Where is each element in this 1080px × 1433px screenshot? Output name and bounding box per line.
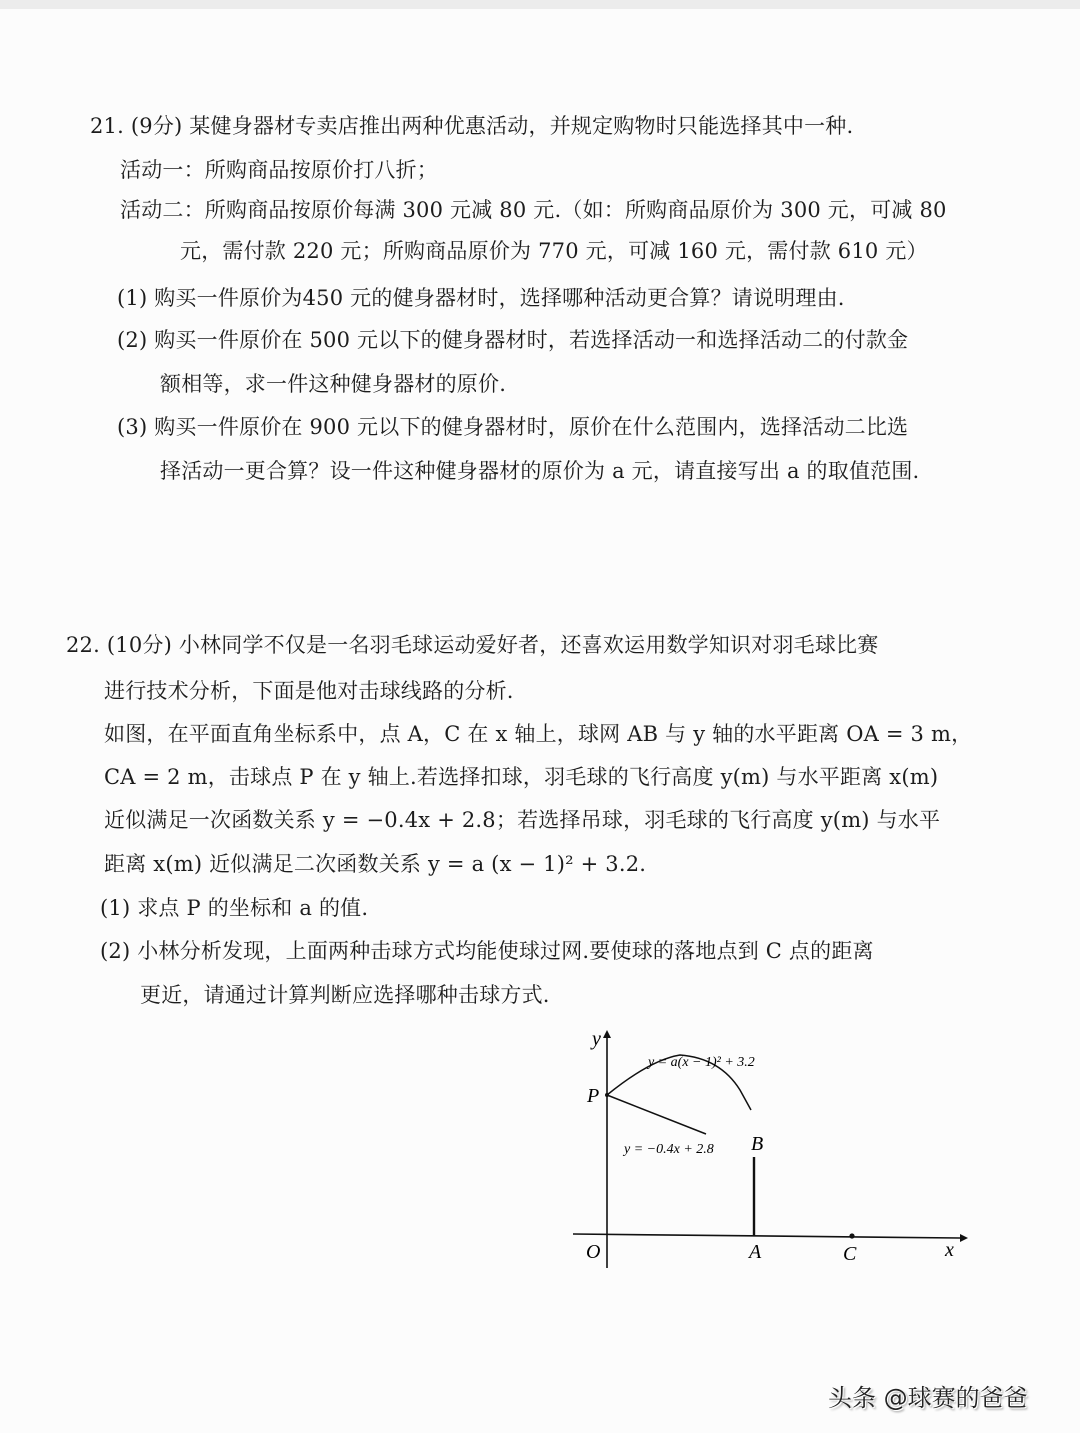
q21-part-1: (1) 购买一件原价为450 元的健身器材时，选择哪种活动更合算？请说明理由. — [117, 286, 845, 310]
point-b-label: B — [751, 1133, 764, 1155]
q22-part-2-line2: 更近，请通过计算判断应选择哪种击球方式. — [140, 983, 550, 1007]
coordinate-diagram — [560, 1020, 980, 1280]
y-axis-arrow-icon — [603, 1030, 611, 1038]
q22-header: 22. (10分) 小林同学不仅是一名羽毛球运动爱好者，还喜欢运用数学知识对羽毛球比赛 — [66, 633, 879, 657]
x-axis-arrow-icon — [960, 1234, 968, 1242]
q21-part-3-line1: (3) 购买一件原价在 900 元以下的健身器材时，原价在什么范围内，选择活动二比选 — [117, 415, 909, 439]
y-axis-label: y — [592, 1028, 601, 1050]
q22-line-6: 距离 x(m) 近似满足二次函数关系 y = a (x − 1)² + 3.2. — [104, 852, 647, 876]
q21-part-2-line1: (2) 购买一件原价在 500 元以下的健身器材时，若选择活动一和选择活动二的付款金 — [117, 328, 909, 352]
x-axis — [573, 1234, 960, 1238]
point-p-label: P — [587, 1085, 600, 1107]
q22-part-1: (1) 求点 P 的坐标和 a 的值. — [100, 896, 369, 920]
x-axis-label: x — [945, 1239, 954, 1261]
linear-path — [607, 1095, 706, 1134]
point-c-label: C — [843, 1243, 857, 1265]
q22-line-4: CA = 2 m，击球点 P 在 y 轴上.若选择扣球，羽毛球的飞行高度 y(m) 与水平距离 x(m) — [104, 765, 939, 789]
q21-activity-2-line2: 元，需付款 220 元；所购商品原价为 770 元，可减 160 元，需付款 610 元） — [180, 239, 928, 263]
q21-part-3-line2: 择活动一更合算？设一件这种健身器材的原价为 a 元，请直接写出 a 的取值范围. — [160, 459, 920, 483]
q22-line-5: 近似满足一次函数关系 y = −0.4x + 2.8；若选择吊球，羽毛球的飞行高度 y(m) 与水平 — [104, 808, 941, 832]
point-c-dot — [849, 1233, 854, 1238]
q22-part-2-line1: (2) 小林分析发现，上面两种击球方式均能使球过网.要使球的落地点到 C 点的距离 — [100, 939, 874, 963]
point-a-label: A — [749, 1241, 762, 1263]
origin-label: O — [586, 1241, 601, 1263]
q21-activity-1: 活动一：所购商品按原价打八折； — [120, 158, 438, 182]
q21-header: 21. (9分) 某健身器材专卖店推出两种优惠活动，并规定购物时只能选择其中一种. — [90, 114, 854, 138]
parabola-equation-label: y = a(x − 1)² + 3.2 — [648, 1055, 755, 1070]
line-equation-label: y = −0.4x + 2.8 — [624, 1142, 714, 1157]
point-p-dot — [605, 1093, 609, 1097]
q22-line-2: 进行技术分析，下面是他对击球线路的分析. — [104, 679, 514, 703]
top-bar — [0, 0, 1080, 9]
q21-activity-2-line1: 活动二：所购商品按原价每满 300 元减 80 元.（如：所购商品原价为 300 元，可减 80 — [120, 198, 947, 222]
watermark: 头条 @球赛的爸爸 — [828, 1384, 1028, 1412]
q21-part-2-line2: 额相等，求一件这种健身器材的原价. — [160, 372, 507, 396]
q22-line-3: 如图，在平面直角坐标系中，点 A，C 在 x 轴上，球网 AB 与 y 轴的水平距离 OA = 3 m， — [104, 722, 973, 746]
